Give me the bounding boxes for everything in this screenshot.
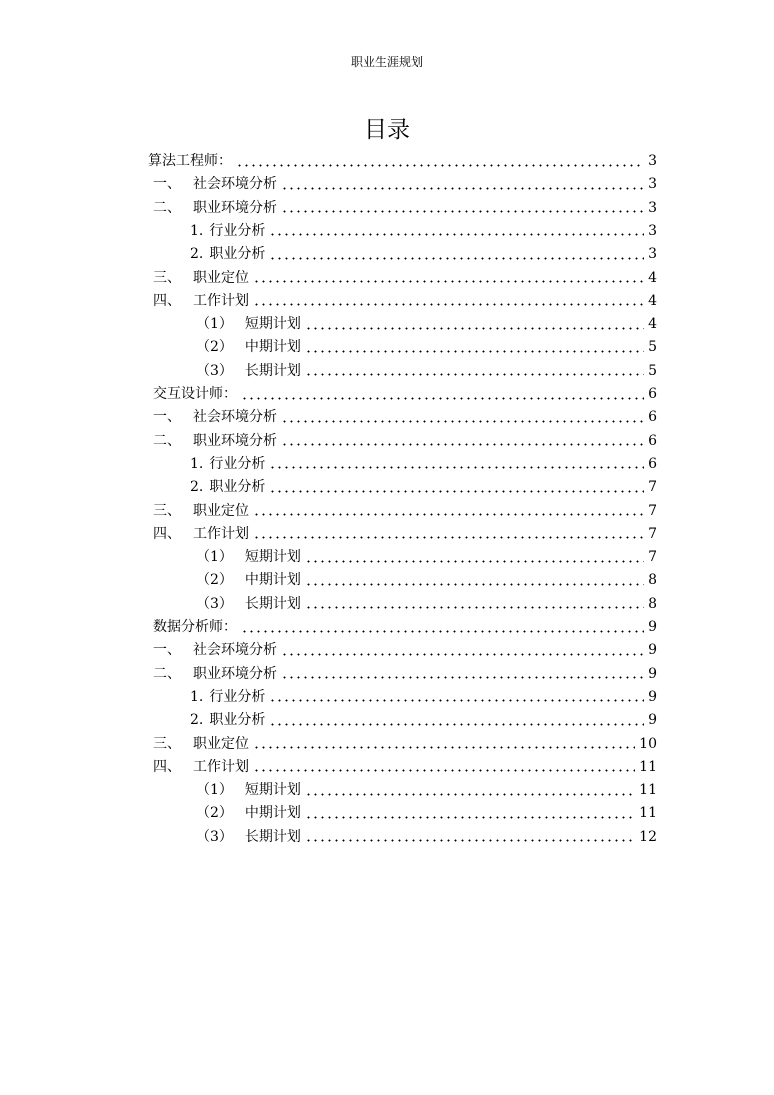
toc-entry[interactable] xyxy=(153,197,657,219)
toc-entry-number: 一、 xyxy=(153,409,181,426)
toc-entry-number: 三、 xyxy=(153,269,181,286)
dot-leader xyxy=(281,187,644,190)
toc-entry[interactable] xyxy=(153,639,657,661)
toc-entry-label xyxy=(196,779,301,801)
toc-entry-page-number: 3 xyxy=(648,222,657,239)
toc-entry-label xyxy=(196,546,301,568)
toc-entry-number: （1） xyxy=(196,782,233,799)
toc-entry-label xyxy=(196,569,301,591)
toc-entry-text: 长期计划 xyxy=(244,828,301,845)
toc-entry-text: 行业分析 xyxy=(209,222,266,239)
dot-leader xyxy=(253,280,644,283)
dot-leader xyxy=(236,164,644,167)
toc-entry-label xyxy=(190,243,265,265)
toc-entry[interactable] xyxy=(196,569,657,591)
dot-leader xyxy=(253,746,635,749)
dot-leader xyxy=(253,513,644,516)
dot-leader xyxy=(269,699,644,702)
toc-entry-label xyxy=(153,406,277,428)
toc-entry[interactable] xyxy=(153,430,657,452)
toc-entry-label xyxy=(196,593,301,615)
dot-leader xyxy=(281,676,644,679)
toc-entry[interactable] xyxy=(153,383,657,405)
toc-entry-label xyxy=(196,336,301,358)
toc-entry[interactable] xyxy=(153,663,657,685)
toc-title: 目录 xyxy=(364,117,410,143)
toc-entry-text: 职业分析 xyxy=(209,712,266,729)
toc-entry-page-number: 3 xyxy=(648,176,657,193)
toc-entry-text: 职业定位 xyxy=(193,735,249,752)
toc-entry-page-number: 6 xyxy=(648,455,657,472)
toc-entry-label xyxy=(153,430,277,452)
toc-entry-text: 中期计划 xyxy=(244,339,301,356)
toc-entry[interactable] xyxy=(196,779,657,801)
dot-leader xyxy=(269,257,644,260)
toc-entry-text: 职业分析 xyxy=(209,479,266,496)
toc-entry-page-number: 5 xyxy=(648,339,657,356)
toc-entry-page-number: 11 xyxy=(639,758,657,775)
toc-entry-text: 行业分析 xyxy=(209,455,266,472)
dot-leader xyxy=(269,490,644,493)
toc-entry[interactable] xyxy=(153,756,657,778)
dot-leader xyxy=(305,583,644,586)
dot-leader xyxy=(269,723,644,726)
dot-leader xyxy=(241,397,644,400)
toc-entry-page-number: 7 xyxy=(648,549,657,566)
toc-entry[interactable] xyxy=(190,220,657,242)
toc-entry-text: 长期计划 xyxy=(244,362,301,379)
dot-leader xyxy=(305,373,644,376)
toc-entry-number: 二、 xyxy=(153,432,181,449)
toc-entry-page-number: 7 xyxy=(648,525,657,542)
toc-entry-page-number: 11 xyxy=(639,805,657,822)
dot-leader xyxy=(253,769,635,772)
dot-leader xyxy=(305,839,635,842)
toc-entry[interactable] xyxy=(148,150,657,172)
toc-entry-label xyxy=(148,150,232,172)
toc-entry-page-number: 12 xyxy=(639,828,657,845)
toc-entry[interactable] xyxy=(196,826,657,848)
toc-entry-label xyxy=(153,500,249,522)
toc-entry-label xyxy=(190,220,265,242)
toc-entry[interactable] xyxy=(196,593,657,615)
toc-entry[interactable] xyxy=(196,546,657,568)
toc-entry-page-number: 7 xyxy=(648,479,657,496)
toc-entry-text: 中期计划 xyxy=(244,805,301,822)
toc-entry[interactable] xyxy=(190,709,657,731)
toc-entry-label xyxy=(153,290,249,312)
toc-entry-label xyxy=(196,360,301,382)
toc-entry[interactable] xyxy=(196,336,657,358)
toc-entry-label xyxy=(190,476,265,498)
toc-entry-text: 职业分析 xyxy=(209,246,266,263)
dot-leader xyxy=(305,816,635,819)
toc-entry-page-number: 4 xyxy=(648,316,657,333)
toc-entry-page-number: 9 xyxy=(648,619,657,635)
toc-entry-label xyxy=(153,756,249,778)
toc-entry[interactable] xyxy=(153,290,657,312)
toc-entry-number: 2. xyxy=(190,246,204,263)
toc-entry-text: 中期计划 xyxy=(244,572,301,589)
toc-entry-page-number: 6 xyxy=(648,386,657,402)
toc-entry-number: （3） xyxy=(196,595,233,612)
toc-entry-number: 三、 xyxy=(153,735,181,752)
toc-entry-label xyxy=(190,453,265,475)
toc-entry[interactable] xyxy=(153,406,657,428)
toc-entry-label xyxy=(153,267,249,289)
toc-entry-page-number: 9 xyxy=(648,688,657,705)
toc-entry-text: 工作计划 xyxy=(193,758,249,775)
toc-entry-page-number: 9 xyxy=(648,642,657,659)
toc-entry-text: 社会环境分析 xyxy=(193,642,277,659)
toc-entry-number: （1） xyxy=(196,316,233,333)
toc-entry-text: 职业定位 xyxy=(193,502,249,519)
toc-entry-text: 社会环境分析 xyxy=(193,409,277,426)
toc-entry[interactable] xyxy=(190,686,657,708)
toc-entry-label xyxy=(190,709,265,731)
toc-entry-page-number: 6 xyxy=(648,432,657,449)
dot-leader xyxy=(305,560,644,563)
toc-entry-number: 四、 xyxy=(153,525,181,542)
toc-entry-page-number: 8 xyxy=(648,572,657,589)
toc-entry-text: 工作计划 xyxy=(193,525,249,542)
toc-entry-page-number: 11 xyxy=(639,782,657,799)
dot-leader xyxy=(253,536,644,539)
toc-entry-page-number: 3 xyxy=(648,199,657,216)
toc-entry[interactable] xyxy=(190,453,657,475)
toc-entry-label xyxy=(196,826,301,848)
toc-entry-number: 一、 xyxy=(153,176,181,193)
dot-leader xyxy=(269,233,644,236)
toc-entry-label xyxy=(190,686,265,708)
dot-leader xyxy=(253,303,644,306)
dot-leader xyxy=(281,420,644,423)
dot-leader xyxy=(305,327,644,330)
toc-entry-text: 职业定位 xyxy=(193,269,249,286)
toc-entry-number: （1） xyxy=(196,549,233,566)
toc-entry[interactable] xyxy=(196,313,657,335)
toc-entry-text: 社会环境分析 xyxy=(193,176,277,193)
toc-entry[interactable] xyxy=(190,243,657,265)
toc-entry-text: 短期计划 xyxy=(244,316,301,333)
toc-entry-label xyxy=(153,733,249,755)
toc-entry-page-number: 3 xyxy=(648,246,657,263)
toc-entry[interactable] xyxy=(153,267,657,289)
toc-entry-number: 四、 xyxy=(153,758,181,775)
toc-entry-text: 交互设计师： xyxy=(153,386,237,402)
dot-leader xyxy=(305,350,644,353)
toc-entry-number: 1. xyxy=(190,455,204,472)
toc-entry-label xyxy=(153,197,277,219)
toc-entry-number: （2） xyxy=(196,339,233,356)
toc-entry-number: （2） xyxy=(196,805,233,822)
toc-entry-label xyxy=(196,802,301,824)
toc-entry-number: （3） xyxy=(196,362,233,379)
toc-entry-number: 一、 xyxy=(153,642,181,659)
toc-entry[interactable] xyxy=(153,523,657,545)
dot-leader xyxy=(241,630,644,633)
toc-entry-label xyxy=(153,616,237,638)
toc-entry-text: 长期计划 xyxy=(244,595,301,612)
toc-entry-text: 数据分析师： xyxy=(153,619,237,635)
toc-entry-number: 2. xyxy=(190,712,204,729)
dot-leader xyxy=(281,210,644,213)
toc-entry-label xyxy=(153,663,277,685)
dot-leader xyxy=(305,793,635,796)
toc-entry-page-number: 3 xyxy=(648,153,657,169)
toc-entry[interactable] xyxy=(153,173,657,195)
page-header: 职业生涯规划 xyxy=(350,55,423,69)
toc-entry-text: 短期计划 xyxy=(244,549,301,566)
toc-entry-number: （2） xyxy=(196,572,233,589)
toc-entry-number: 三、 xyxy=(153,502,181,519)
toc-entry-text: 短期计划 xyxy=(244,782,301,799)
toc-entry-page-number: 4 xyxy=(648,292,657,309)
toc-entry-text: 行业分析 xyxy=(209,688,266,705)
toc-entry-text: 算法工程师： xyxy=(148,153,232,169)
toc-entry-number: 1. xyxy=(190,222,204,239)
toc-entry-page-number: 4 xyxy=(648,269,657,286)
toc-entry-number: 四、 xyxy=(153,292,181,309)
toc-entry-label xyxy=(153,173,277,195)
toc-entry[interactable] xyxy=(196,360,657,382)
toc-entry-label xyxy=(196,313,301,335)
toc-entry[interactable] xyxy=(153,616,657,638)
toc-entry-number: 1. xyxy=(190,688,204,705)
toc-entry-label xyxy=(153,383,237,405)
toc-entry-number: 2. xyxy=(190,479,204,496)
toc-entry-page-number: 10 xyxy=(639,735,657,752)
toc-entry-number: 二、 xyxy=(153,665,181,682)
toc-entry-page-number: 5 xyxy=(648,362,657,379)
toc-entry-page-number: 9 xyxy=(648,712,657,729)
toc-entry-text: 职业环境分析 xyxy=(193,199,277,216)
toc-entry[interactable] xyxy=(153,733,657,755)
toc-entry-text: 工作计划 xyxy=(193,292,249,309)
toc-entry[interactable] xyxy=(190,476,657,498)
toc-entry[interactable] xyxy=(153,500,657,522)
dot-leader xyxy=(269,466,644,469)
toc-entry-text: 职业环境分析 xyxy=(193,665,277,682)
toc-entry[interactable] xyxy=(196,802,657,824)
dot-leader xyxy=(281,443,644,446)
toc-entry-label xyxy=(153,523,249,545)
toc-entry-page-number: 9 xyxy=(648,665,657,682)
dot-leader xyxy=(281,653,644,656)
toc-entry-label xyxy=(153,639,277,661)
toc-entry-page-number: 7 xyxy=(648,502,657,519)
toc-entry-text: 职业环境分析 xyxy=(193,432,277,449)
toc-entry-page-number: 6 xyxy=(648,409,657,426)
dot-leader xyxy=(305,606,644,609)
toc-entry-number: （3） xyxy=(196,828,233,845)
toc-entry-page-number: 8 xyxy=(648,595,657,612)
toc-entry-number: 二、 xyxy=(153,199,181,216)
